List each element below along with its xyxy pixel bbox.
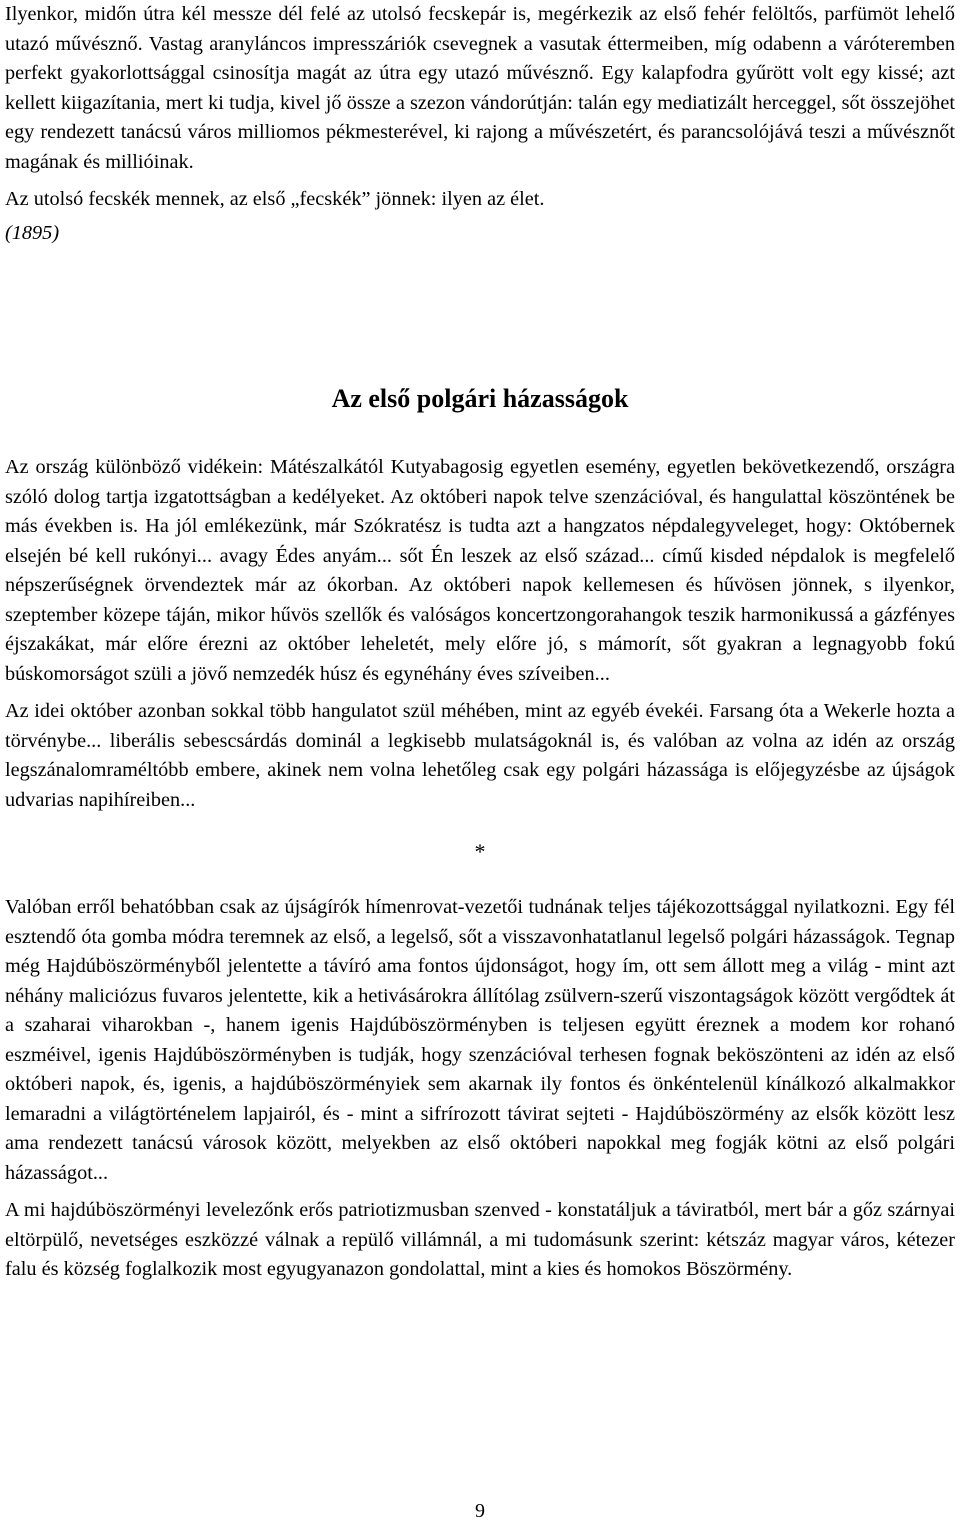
article-paragraph-4: A mi hajdúböszörményi levelezőnk erős patriotizmusban szenved - konstatáljuk a táviratból, mert bár a gőz szárnyai eltörpülő, nevetséges eszközzé válnak a repülő villámnál, a mi tudomásunk szerint: kétszáz magyar város, kétezer falu és község foglalkozik most egyugyanazon gondolattal, mint a kies és homokos Böszörmény. <box>5 1199 955 1280</box>
section-separator: * <box>474 839 486 864</box>
document-page <box>5 0 955 1280</box>
article-paragraph-3: Valóban erről behatóbban csak az újságírók hímenrovat-vezetői tudnának teljes tájékozottsággal nyilatkozni. Egy fél esztendő óta gomba módra teremnek az első, a legelső, sőt a visszavonhatatlanul legelső polgári házasságok. Tegnap még Hajdúböszörményből jelentette a távíró ama fontos újdonságot, hogy ím, ott sem állott meg a világ - mint azt néhány maliciózus fuvaros jelentette, kik a hetivásárokra állítólag zsülvern-szerű viszontagságok között vergődtek át a szaharai viharokban -, hanem igenis Hajdúböszörményben is teljesen együtt éreznek a modem kor rohanó eszméivel, igenis Hajdúböszörményben is tudják, hogy szenzációval terhesen fognak beköszönteni az idén az első októberi napok, és, igenis, a hajdúböszörményiek sem akarnak ily fontos és önkéntelenül kínálkozó alkalmakkor lemaradni a világtörténelem lapjairól, és - mint a sifrírozott távirat sejteti - Hajdúböszörmény az elsők között lesz ama rendezett tanácsú városok között, melyekben az első októberi napokkal meg fogják kötni az első polgári házasságot... <box>5 896 955 1184</box>
date-line: (1895) <box>5 221 60 244</box>
article-body <box>5 453 955 1293</box>
page-number: 9 <box>475 1500 485 1522</box>
intro-paragraph-1: Ilyenkor, midőn útra kél messze dél felé az utolsó fecskepár is, megérkezik az első fehér felöltős, parfümöt lehelő utazó művésznő. Vastag aranyláncos impresszáriók csevegnek a vasutak éttermeiben, míg odabenn a váróteremben perfekt gyakorlottsággal csinosítja magát az útra egy utazó művésznő. Egy kalapfodra gyűrött volt egy kissé; azt kellett kiigazítania, mert ki tudja, kivel jő össze a szezon vándorútján: talán egy mediatizált herceggel, sőt összejöhet egy rendezett tanácsú város milliomos pékmesterével, ki rajong a művészetért, és parancsolójává teszi a művésznőt magának és millióinak. <box>5 3 955 173</box>
article-title: Az első polgári házasságok <box>331 384 629 413</box>
article-paragraph-2: Az idei október azonban sokkal több hangulatot szül méhében, mint az egyéb évekéi. Farsang óta a Wekerle hozta a törvénybe... liberális sebescsárdás dominál a legkisebb mulatságoknál is, és valóban az volna az idén az ország legszánalomraméltóbb embere, akinek nem volna lehetőleg csak egy polgári házassága is előjegyzésbe az újságok udvarias napihíreiben... <box>5 700 955 811</box>
article-paragraph-1: Az ország különböző vidékein: Mátészalkától Kutyabagosig egyetlen esemény, egyetlen bekövetkezendő, országra szóló dolog tartja izgatottságban a kedélyeket. Az októberi napok telve szenzációval, és hangulattal köszöntének be más években is. Ha jól emlékezünk, már Szókratész is tudta azt a hangzatos népdalegyveleget, hogy: Októbernek elsején bé kell rukónyi... avagy Édes anyám... sőt Én leszek az első század... című kisded népdalok is megfelelő népszerűségnek örvendeztek már az ókorban. Az októberi napok kellemesen és hűvösen jönnek, s ilyenkor, szeptember közepe táján, mikor hűvös szellők és valóságos koncertzongorahangok teszik harmonikussá a gázfényes éjszakákat, már előre érezni az október leheletét, mely előre jó, s mámorít, sőt gyakran a legnagyobb fokú búskomorságot szüli a jövő nemzedék húsz és egynéhány éves szíveiben... <box>5 456 955 685</box>
intro-paragraph-2: Az utolsó fecskék mennek, az első „fecskék” jönnek: ilyen az élet. <box>5 188 545 210</box>
